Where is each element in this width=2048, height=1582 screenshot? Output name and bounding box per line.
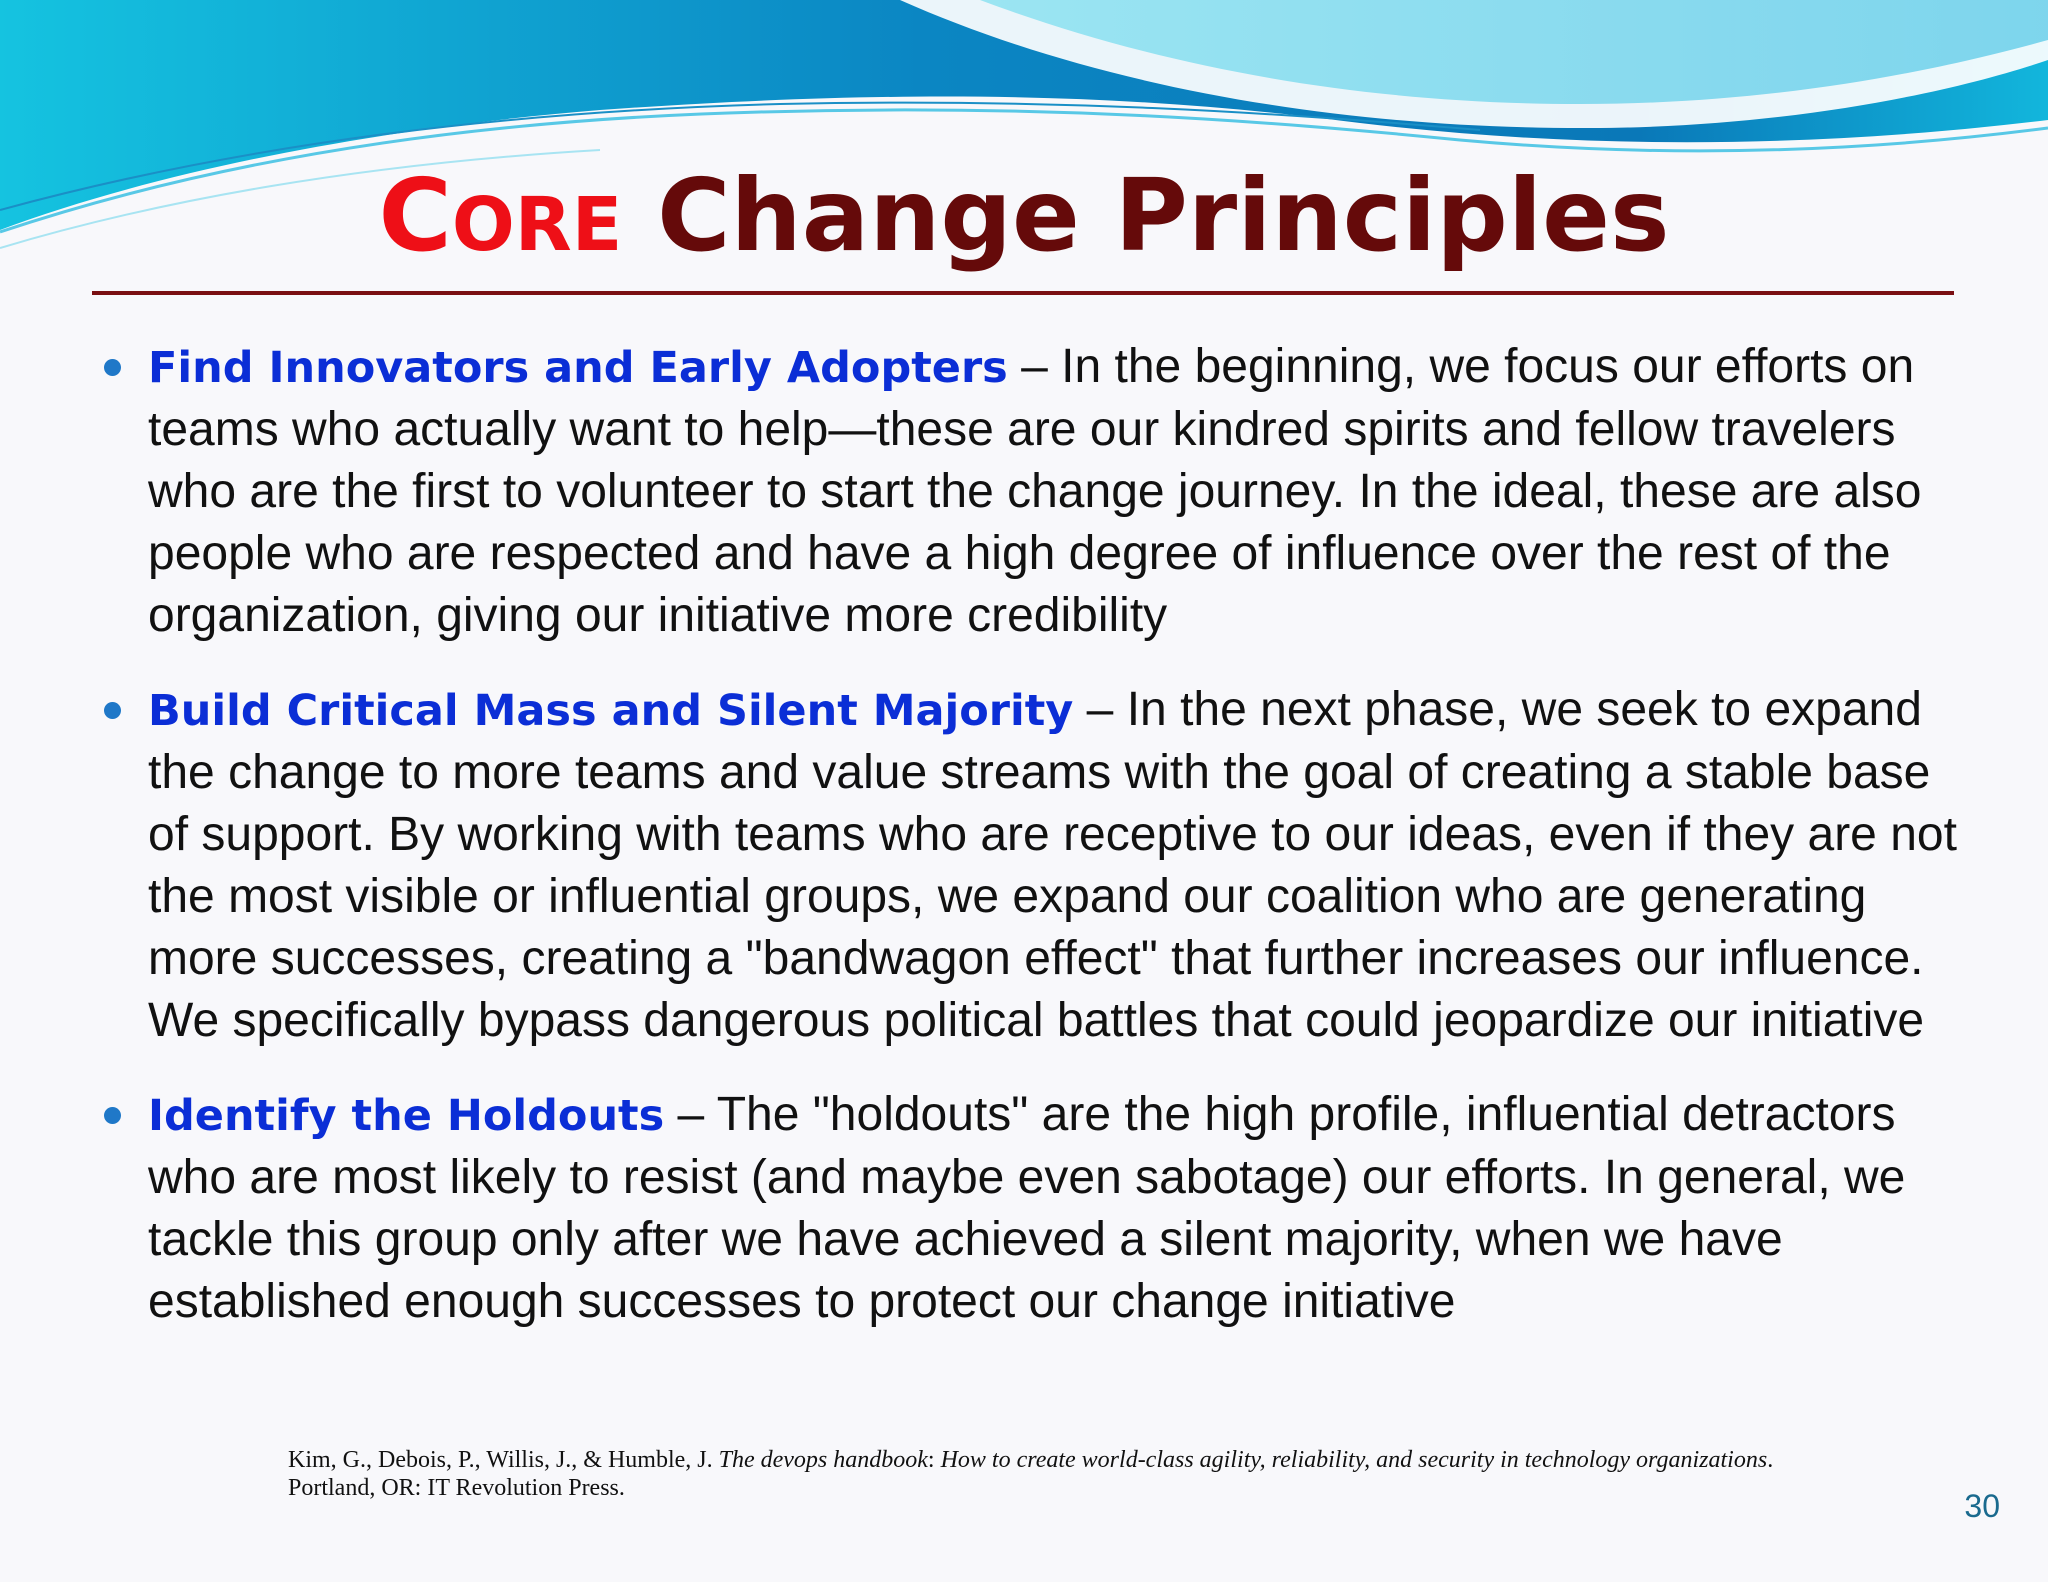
page-number: 30 xyxy=(1964,1488,2000,1524)
bullet-text: – In the beginning, we focus our efforts on teams who actually want to help—these are our kindred spirits and fellow travelers who are the first to volunteer to start the change journey. In the ideal, these are also people who are respected and have a high degree of influence over the rest of the organization, giving our initiative more credibility xyxy=(148,340,1922,642)
bullet-item xyxy=(96,336,1966,647)
citation xyxy=(288,1446,1788,1502)
citation-title: The devops handbook xyxy=(718,1447,928,1473)
bullet-dot-icon xyxy=(104,1107,121,1124)
title-divider xyxy=(92,291,1954,295)
bullet-item xyxy=(96,679,1966,1052)
title-core-initial: C xyxy=(378,157,452,274)
slide-title xyxy=(0,156,2048,285)
bullet-text: – In the next phase, we seek to expand the change to more teams and value streams with the goal of creating a stable base of support. By working with teams who are receptive to our ideas, even if they are not the most visible or influential groups, we expand our coalition who are generating more successes, creating a "bandwagon effect" that further increases our influence. We specifically bypass dangerous political battles that could jeopardize our initiative xyxy=(148,683,1957,1047)
bullet-lead: Find Innovators and Early Adopters xyxy=(148,343,1008,393)
bullet-item xyxy=(96,1084,1966,1333)
bullet-text: – The "holdouts" are the high profile, influential detractors who are most likely to resist (and maybe even sabotage) our efforts. In general, we tackle this group only after we have achieved a silent majority, when we have established enough successes to protect our change initiative xyxy=(148,1088,1906,1328)
title-core-word xyxy=(379,157,623,274)
title-rest: Change Principles xyxy=(657,157,1670,274)
citation-colon: : xyxy=(927,1447,941,1473)
bullet-list xyxy=(96,336,1966,1365)
bullet-dot-icon xyxy=(104,702,121,719)
title-core-smallcaps: ORE xyxy=(451,182,623,268)
citation-authors: Kim, G., Debois, P., Willis, J., & Humble, J. xyxy=(288,1447,719,1473)
citation-subtitle: How to create world-class agility, reliability, and security in technology organizations xyxy=(940,1447,1768,1473)
citation-publisher: . Portland, OR: IT Revolution Press. xyxy=(288,1447,1774,1501)
bullet-lead: Identify the Holdouts xyxy=(148,1091,665,1141)
bullet-lead: Build Critical Mass and Silent Majority xyxy=(148,686,1074,736)
bullet-dot-icon xyxy=(104,359,121,376)
